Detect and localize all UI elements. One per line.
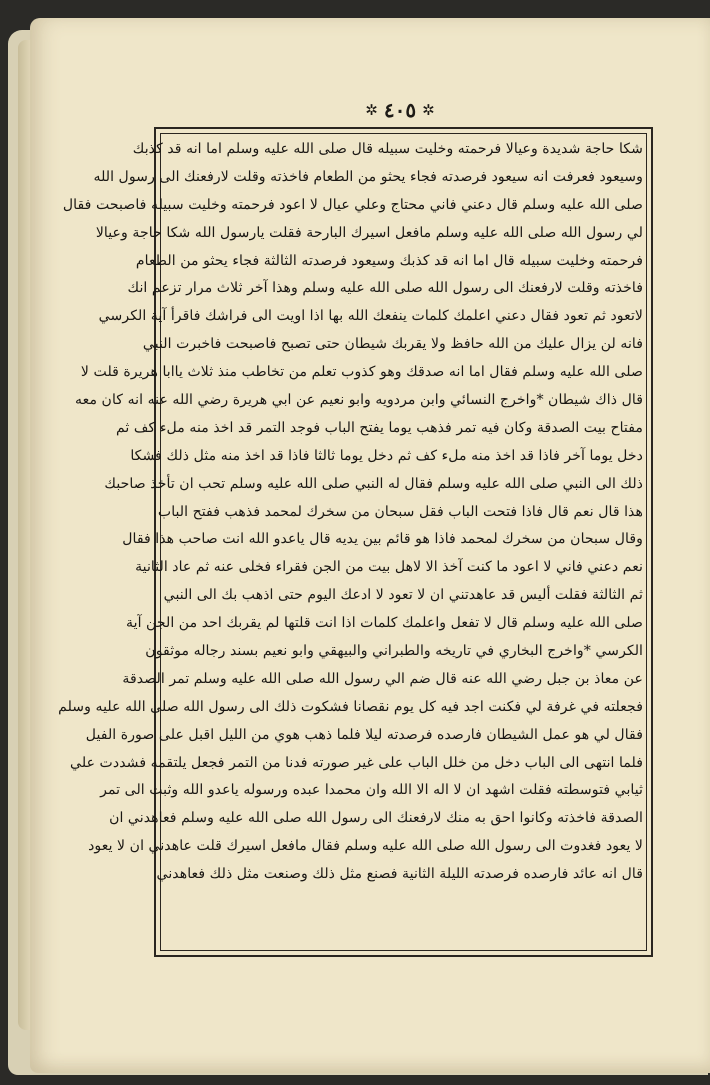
text-line: لاتعود ثم تعود فقال دعني اعلمك كلمات ينفعك الله بها اذا اويت الى فراشك فاقرأ آية الكرسي <box>98 308 643 325</box>
text-line: فانه لن يزال عليك من الله حافظ ولا يقربك شيطان حتى تصبح فاصبحت فاخبرت النبي <box>142 336 643 353</box>
text-line: فقال لي هو عمل الشيطان فارصده فرصدته ليلا فلما ذهب هوي من الليل اقبل على صورة الفيل <box>85 726 643 743</box>
text-line: فلما انتهى الى الباب دخل من خلل الباب على غير صورته فدنا من التمر فجعل يلتقمه فشددت علي <box>70 754 643 771</box>
text-line: هذا قال نعم قال فاذا فتحت الباب فقل سبحان من سخرك لمحمد فذهب ففتح الباب <box>157 503 643 520</box>
text-line: شكا حاجة شديدة وعيالا فرحمته وخليت سبيله قال صلى الله عليه وسلم اما انه قد كذبك <box>132 141 643 157</box>
ornament-left-icon: ✲ <box>365 100 378 119</box>
text-line: نعم دعني فاني لا اعود ما كنت آخذ الا لاهل بيت من الجن فقراء فخلى عنه ثم عاد الثانية <box>135 559 643 576</box>
text-line: مفتاح بيت الصدقة وكان فيه تمر فذهب يوما يفتح الباب فوجد التمر قد اخذ منه ملء كف ثم <box>115 419 643 436</box>
text-line: عن معاذ بن جبل رضي الله عنه قال ضم الي رسول الله صلى الله عليه وسلم تمر الصدقة <box>122 670 643 687</box>
text-line: فرحمته وخليت سبيله قال اما انه قد كذبك وسيعود فرصدته الثالثة فجاء يحثو من الطعام <box>135 252 643 269</box>
text-line: صلى الله عليه وسلم قال دعني فاني محتاج وعلي عيال لا اعود فرحمته وخليت سبيله فاصبحت فقال <box>62 196 643 213</box>
text-line: فجعلته في غرفة لي فكنت اجد فيه كل يوم نقصانا فشكوت ذلك الى رسول الله صلى الله عليه وسلم <box>58 698 643 715</box>
text-line: ثيابي فتوسطته فقلت اشهد ان لا اله الا الله وان محمدا عبده ورسوله ياعدو الله وثبت الى تمر <box>100 782 643 799</box>
text-line: ثم الثالثة فقلت أليس قد عاهدتني ان لا تعود لا ادعك اليوم حتى اذهب بك الى النبي <box>163 587 643 604</box>
text-line: صلى الله عليه وسلم فقال اما انه صدقك وهو كذوب تعلم من تخاطب منذ ثلاث ياابا هريرة قلت لا <box>80 364 643 381</box>
page-header <box>340 98 460 122</box>
text-line: قال انه عائد فارصده فرصدته الليلة الثانية فصنع مثل ذلك وصنعت مثل ذلك فعاهدني <box>156 866 643 883</box>
body-text <box>58 136 643 948</box>
text-line: صلى الله عليه وسلم قال لا تفعل واعلمك كلمات اذا انت قلتها لم يقربك احد من الجن آية <box>126 615 643 632</box>
text-line: ذلك الى النبي صلى الله عليه وسلم فقال له النبي صلى الله عليه وسلم تحب ان تأخذ صاحبك <box>104 475 643 492</box>
text-line: الصدقة فاخذته وكانوا احق به منك لارفعنك الى رسول الله صلى الله عليه وسلم فعاهدني ان <box>109 810 643 827</box>
text-line: وقال سبحان من سخرك لمحمد فاذا هو قائم بين يديه قال ياعدو الله انت صاحب هذا فقال <box>122 531 643 548</box>
text-line: لا يعود فغدوت الى رسول الله صلى الله عليه وسلم فقال مافعل اسيرك قلت عاهدني ان لا يعود <box>88 838 643 855</box>
text-line: دخل يوما آخر فاذا قد اخذ منه ملء كف ثم دخل يوما ثالثا فاذا قد اخذ منه مثل ذلك فشكا <box>130 447 643 464</box>
text-line: وسيعود فعرفت انه سيعود فرصدته فجاء يحثو من الطعام فاخذته وقلت لارفعنك الى رسول الله <box>93 168 643 185</box>
page-number: ٤٠٥ <box>383 98 417 122</box>
text-line: قال ذاك شيطان *واخرج النسائي وابن مردويه وابو نعيم عن ابي هريرة رضي الله عنه انه كان معه <box>75 392 643 409</box>
text-line: فاخذته وقلت لارفعنك الى رسول الله صلى الله عليه وسلم وهذا آخر ثلاث مرار تزعم انك <box>127 280 643 297</box>
text-line: لي رسول الله صلى الله عليه وسلم مافعل اسيرك البارحة فقلت يارسول الله شكا حاجة وعيالا <box>95 224 643 241</box>
text-line: الكرسي *واخرج البخاري في تاريخه والطبراني والبيهقي وابو نعيم بسند رجاله موثقون <box>145 643 643 660</box>
ornament-right-icon: ✲ <box>422 100 435 119</box>
